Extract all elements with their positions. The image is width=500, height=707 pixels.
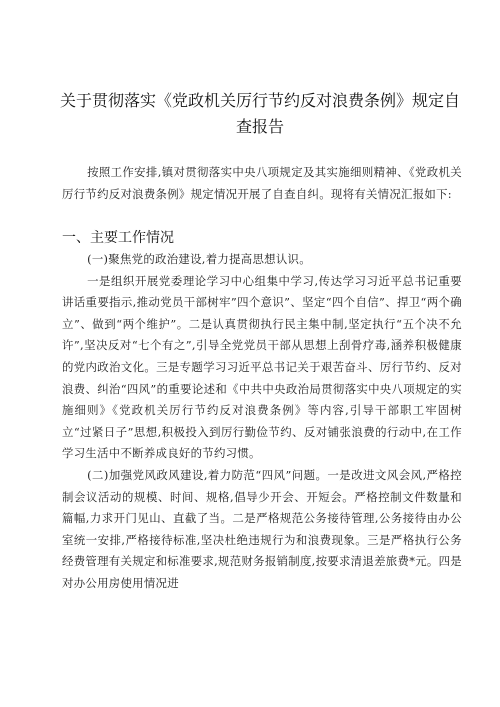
body-paragraph-1: 一是组织开展党委理论学习中心组集中学习,传达学习习近平总书记重要讲话重要指示,推动党员干部树牢”四个意识”、坚定“四个自信”、捍卫“两个确立”、做到“两个维护”。二是认真贯彻执行民主集中制,坚定执行“五个决不允许”,坚决反对“七个有之”,引导全党党员干部从思想上刮骨疗毒,涵养积极健康的党内政治文化。三是专题学习习近平总书记关于艰苦奋斗、厉行节约、反对浪费、纠治“四风”的重要论述和《中共中央政治局贯彻落实中央八项规定的实施细则》《党政机关厉行节约反对浪费条例》等内容,引导干部职工牢固树立“过紧日子”思想,积极投入到厉行勤俭节约、反对铺张浪费的行动中,在工作学习生活中不断养成良好的节约习惯。 xyxy=(62,273,462,461)
intro-text: 按照工作安排,镇对贯彻落实中央八项规定及其实施细则精神、《党政机关厉行节约反对浪费条例》规定情况开展了自查自纠。现将有关情况汇报如下: xyxy=(62,165,462,201)
subsection-heading-1: (一)聚焦党的政治建设,着力提高思想认识。 xyxy=(87,252,311,266)
section-heading-1: 一、主要工作情况 xyxy=(62,230,174,246)
section-1-content xyxy=(62,249,462,595)
document-title: 关于贯彻落实《党政机关厉行节约反对浪费条例》规定自查报告 xyxy=(60,91,461,136)
body-paragraph-2: (二)加强党风政风建设,着力防范“四风”问题。一是改进文风会风,严格控制会议活动的规模、时间、规格,倡导少开会、开短会。严格控制文件数量和篇幅,力求开门见山、直截了当。二是严格规范公务接待管理,公务接待由办公室统一安排,严格接待标准,坚决杜绝违规行为和浪费现象。三是严格执行公务经费管理有关规定和标准要求,规范财务报销制度,按要求清退差旅费*元。四是对办公用房使用情况进 xyxy=(62,467,462,590)
intro-paragraph xyxy=(62,162,462,205)
